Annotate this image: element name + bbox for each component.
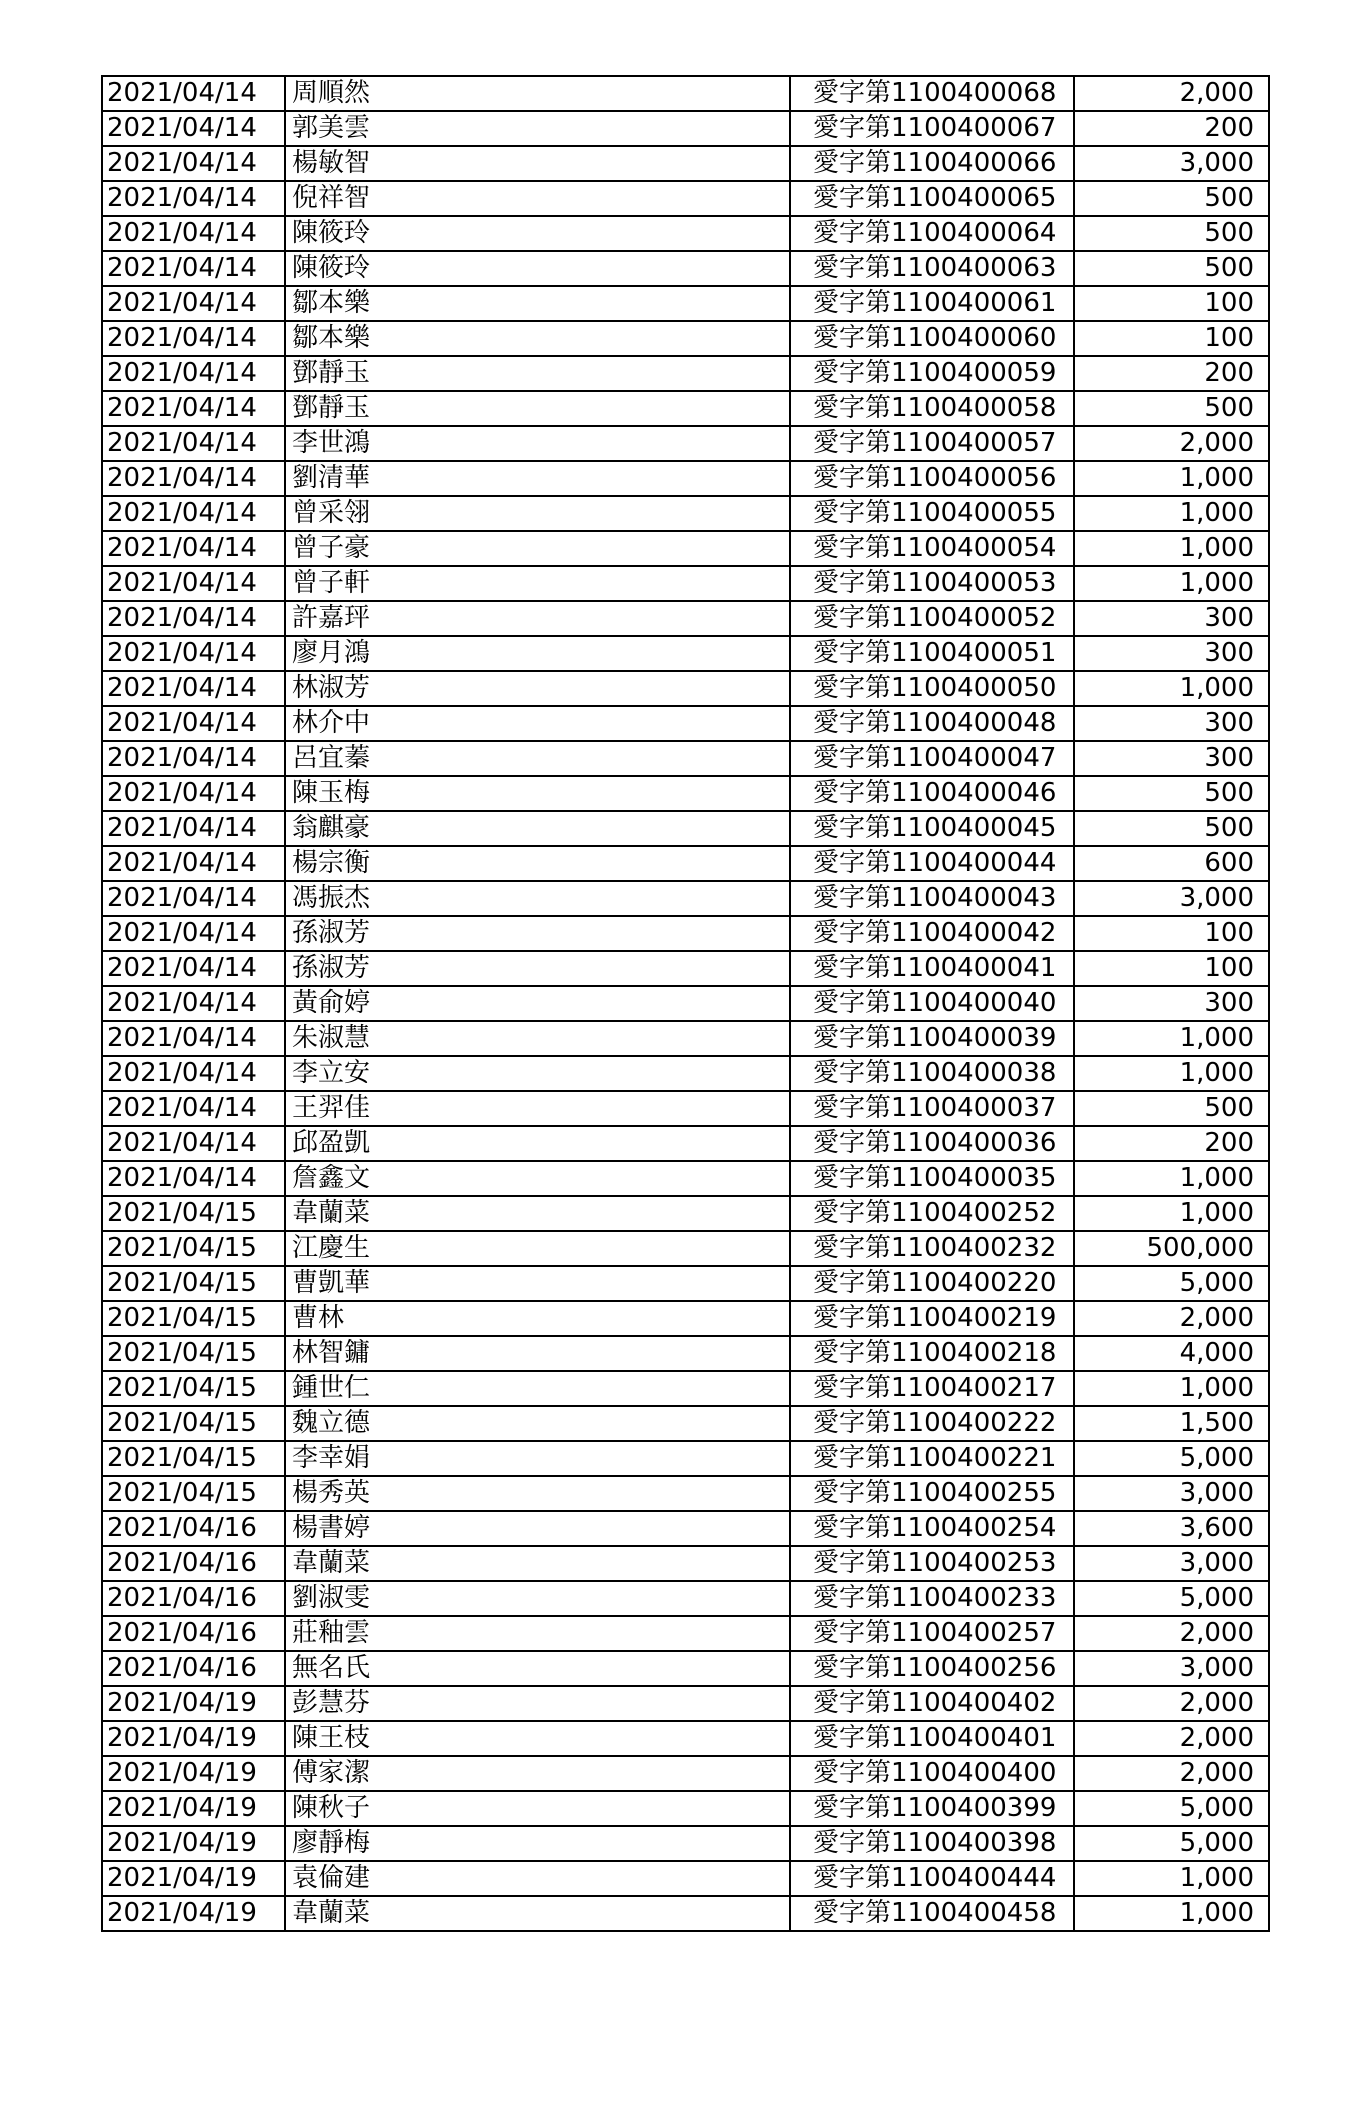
receipt-number-cell: 愛字第1100400256 bbox=[790, 1651, 1074, 1686]
table-row bbox=[102, 321, 1269, 356]
table-row bbox=[102, 1371, 1269, 1406]
amount-cell: 1,000 bbox=[1074, 1161, 1269, 1196]
date-cell: 2021/04/16 bbox=[102, 1546, 285, 1581]
donation-table bbox=[101, 75, 1270, 1932]
donor-name-cell: 鄧靜玉 bbox=[285, 356, 790, 391]
donor-name-cell: 許嘉玶 bbox=[285, 601, 790, 636]
table-row bbox=[102, 1616, 1269, 1651]
date-cell: 2021/04/19 bbox=[102, 1686, 285, 1721]
date-cell: 2021/04/14 bbox=[102, 496, 285, 531]
receipt-number-cell: 愛字第1100400221 bbox=[790, 1441, 1074, 1476]
table-row bbox=[102, 1896, 1269, 1931]
table-row bbox=[102, 111, 1269, 146]
table-row bbox=[102, 216, 1269, 251]
receipt-number-cell: 愛字第1100400398 bbox=[790, 1826, 1074, 1861]
donor-name-cell: 李立安 bbox=[285, 1056, 790, 1091]
donor-name-cell: 鄧靜玉 bbox=[285, 391, 790, 426]
amount-cell: 500 bbox=[1074, 391, 1269, 426]
date-cell: 2021/04/15 bbox=[102, 1301, 285, 1336]
amount-cell: 600 bbox=[1074, 846, 1269, 881]
table-row bbox=[102, 146, 1269, 181]
amount-cell: 300 bbox=[1074, 741, 1269, 776]
date-cell: 2021/04/14 bbox=[102, 426, 285, 461]
amount-cell: 5,000 bbox=[1074, 1266, 1269, 1301]
receipt-number-cell: 愛字第1100400045 bbox=[790, 811, 1074, 846]
amount-cell: 100 bbox=[1074, 321, 1269, 356]
table-row bbox=[102, 636, 1269, 671]
amount-cell: 300 bbox=[1074, 986, 1269, 1021]
date-cell: 2021/04/15 bbox=[102, 1476, 285, 1511]
receipt-number-cell: 愛字第1100400055 bbox=[790, 496, 1074, 531]
date-cell: 2021/04/14 bbox=[102, 216, 285, 251]
date-cell: 2021/04/14 bbox=[102, 1091, 285, 1126]
table-row bbox=[102, 1266, 1269, 1301]
table-row bbox=[102, 846, 1269, 881]
donor-name-cell: 廖靜梅 bbox=[285, 1826, 790, 1861]
date-cell: 2021/04/15 bbox=[102, 1231, 285, 1266]
donor-name-cell: 倪祥智 bbox=[285, 181, 790, 216]
donor-name-cell: 鍾世仁 bbox=[285, 1371, 790, 1406]
date-cell: 2021/04/14 bbox=[102, 356, 285, 391]
donor-name-cell: 詹鑫文 bbox=[285, 1161, 790, 1196]
amount-cell: 3,000 bbox=[1074, 146, 1269, 181]
date-cell: 2021/04/14 bbox=[102, 1126, 285, 1161]
donor-name-cell: 周順然 bbox=[285, 76, 790, 111]
receipt-number-cell: 愛字第1100400057 bbox=[790, 426, 1074, 461]
date-cell: 2021/04/14 bbox=[102, 636, 285, 671]
table-row bbox=[102, 951, 1269, 986]
amount-cell: 500 bbox=[1074, 811, 1269, 846]
amount-cell: 500,000 bbox=[1074, 1231, 1269, 1266]
date-cell: 2021/04/14 bbox=[102, 671, 285, 706]
receipt-number-cell: 愛字第1100400040 bbox=[790, 986, 1074, 1021]
date-cell: 2021/04/14 bbox=[102, 846, 285, 881]
receipt-number-cell: 愛字第1100400054 bbox=[790, 531, 1074, 566]
amount-cell: 1,000 bbox=[1074, 496, 1269, 531]
date-cell: 2021/04/19 bbox=[102, 1756, 285, 1791]
date-cell: 2021/04/14 bbox=[102, 916, 285, 951]
donor-name-cell: 曾采翎 bbox=[285, 496, 790, 531]
date-cell: 2021/04/16 bbox=[102, 1651, 285, 1686]
date-cell: 2021/04/16 bbox=[102, 1581, 285, 1616]
table-row bbox=[102, 1826, 1269, 1861]
amount-cell: 3,000 bbox=[1074, 1546, 1269, 1581]
donor-name-cell: 陳玉梅 bbox=[285, 776, 790, 811]
donor-name-cell: 傅家潔 bbox=[285, 1756, 790, 1791]
date-cell: 2021/04/16 bbox=[102, 1616, 285, 1651]
amount-cell: 2,000 bbox=[1074, 76, 1269, 111]
date-cell: 2021/04/14 bbox=[102, 741, 285, 776]
donor-name-cell: 朱淑慧 bbox=[285, 1021, 790, 1056]
amount-cell: 2,000 bbox=[1074, 1756, 1269, 1791]
table-row bbox=[102, 601, 1269, 636]
table-row bbox=[102, 1441, 1269, 1476]
date-cell: 2021/04/14 bbox=[102, 251, 285, 286]
amount-cell: 500 bbox=[1074, 181, 1269, 216]
date-cell: 2021/04/14 bbox=[102, 1161, 285, 1196]
table-row bbox=[102, 1686, 1269, 1721]
amount-cell: 1,500 bbox=[1074, 1406, 1269, 1441]
receipt-number-cell: 愛字第1100400043 bbox=[790, 881, 1074, 916]
receipt-number-cell: 愛字第1100400068 bbox=[790, 76, 1074, 111]
table-row bbox=[102, 286, 1269, 321]
table-row bbox=[102, 181, 1269, 216]
table-row bbox=[102, 531, 1269, 566]
receipt-number-cell: 愛字第1100400458 bbox=[790, 1896, 1074, 1931]
donor-name-cell: 莊釉雲 bbox=[285, 1616, 790, 1651]
date-cell: 2021/04/15 bbox=[102, 1371, 285, 1406]
table-row bbox=[102, 1546, 1269, 1581]
receipt-number-cell: 愛字第1100400063 bbox=[790, 251, 1074, 286]
receipt-number-cell: 愛字第1100400035 bbox=[790, 1161, 1074, 1196]
table-row bbox=[102, 1721, 1269, 1756]
donor-name-cell: 廖月鴻 bbox=[285, 636, 790, 671]
receipt-number-cell: 愛字第1100400065 bbox=[790, 181, 1074, 216]
table-row bbox=[102, 1511, 1269, 1546]
table-row bbox=[102, 356, 1269, 391]
donor-name-cell: 曾子豪 bbox=[285, 531, 790, 566]
receipt-number-cell: 愛字第1100400038 bbox=[790, 1056, 1074, 1091]
receipt-number-cell: 愛字第1100400064 bbox=[790, 216, 1074, 251]
table-row bbox=[102, 1231, 1269, 1266]
table-row bbox=[102, 881, 1269, 916]
table-row bbox=[102, 986, 1269, 1021]
date-cell: 2021/04/14 bbox=[102, 1021, 285, 1056]
receipt-number-cell: 愛字第1100400037 bbox=[790, 1091, 1074, 1126]
amount-cell: 300 bbox=[1074, 636, 1269, 671]
amount-cell: 500 bbox=[1074, 251, 1269, 286]
donor-name-cell: 楊敏智 bbox=[285, 146, 790, 181]
donor-name-cell: 林介中 bbox=[285, 706, 790, 741]
table-row bbox=[102, 1756, 1269, 1791]
table-row bbox=[102, 1861, 1269, 1896]
donation-table-body bbox=[102, 76, 1269, 1931]
table-row bbox=[102, 1126, 1269, 1161]
receipt-number-cell: 愛字第1100400444 bbox=[790, 1861, 1074, 1896]
donor-name-cell: 馮振杰 bbox=[285, 881, 790, 916]
donor-name-cell: 鄒本樂 bbox=[285, 321, 790, 356]
date-cell: 2021/04/14 bbox=[102, 1056, 285, 1091]
donor-name-cell: 孫淑芳 bbox=[285, 916, 790, 951]
date-cell: 2021/04/14 bbox=[102, 111, 285, 146]
receipt-number-cell: 愛字第1100400051 bbox=[790, 636, 1074, 671]
receipt-number-cell: 愛字第1100400067 bbox=[790, 111, 1074, 146]
receipt-number-cell: 愛字第1100400217 bbox=[790, 1371, 1074, 1406]
amount-cell: 2,000 bbox=[1074, 1721, 1269, 1756]
date-cell: 2021/04/15 bbox=[102, 1406, 285, 1441]
table-row bbox=[102, 1196, 1269, 1231]
donor-name-cell: 劉淑雯 bbox=[285, 1581, 790, 1616]
donor-name-cell: 邱盈凱 bbox=[285, 1126, 790, 1161]
date-cell: 2021/04/14 bbox=[102, 601, 285, 636]
receipt-number-cell: 愛字第1100400233 bbox=[790, 1581, 1074, 1616]
donor-name-cell: 楊書婷 bbox=[285, 1511, 790, 1546]
table-row bbox=[102, 426, 1269, 461]
amount-cell: 1,000 bbox=[1074, 461, 1269, 496]
date-cell: 2021/04/14 bbox=[102, 286, 285, 321]
donor-name-cell: 韋蘭菜 bbox=[285, 1546, 790, 1581]
table-row bbox=[102, 1056, 1269, 1091]
amount-cell: 1,000 bbox=[1074, 1371, 1269, 1406]
amount-cell: 5,000 bbox=[1074, 1826, 1269, 1861]
donor-name-cell: 黃俞婷 bbox=[285, 986, 790, 1021]
table-row bbox=[102, 1091, 1269, 1126]
receipt-number-cell: 愛字第1100400401 bbox=[790, 1721, 1074, 1756]
date-cell: 2021/04/14 bbox=[102, 776, 285, 811]
donor-name-cell: 翁麒豪 bbox=[285, 811, 790, 846]
donor-name-cell: 曹林 bbox=[285, 1301, 790, 1336]
date-cell: 2021/04/14 bbox=[102, 706, 285, 741]
table-row bbox=[102, 916, 1269, 951]
date-cell: 2021/04/19 bbox=[102, 1896, 285, 1931]
donor-name-cell: 袁倫建 bbox=[285, 1861, 790, 1896]
table-row bbox=[102, 1791, 1269, 1826]
table-row bbox=[102, 706, 1269, 741]
receipt-number-cell: 愛字第1100400402 bbox=[790, 1686, 1074, 1721]
date-cell: 2021/04/19 bbox=[102, 1861, 285, 1896]
donor-name-cell: 鄒本樂 bbox=[285, 286, 790, 321]
date-cell: 2021/04/14 bbox=[102, 986, 285, 1021]
table-row bbox=[102, 741, 1269, 776]
donor-name-cell: 無名氏 bbox=[285, 1651, 790, 1686]
amount-cell: 200 bbox=[1074, 111, 1269, 146]
amount-cell: 1,000 bbox=[1074, 531, 1269, 566]
table-row bbox=[102, 1406, 1269, 1441]
date-cell: 2021/04/15 bbox=[102, 1336, 285, 1371]
table-row bbox=[102, 1651, 1269, 1686]
receipt-number-cell: 愛字第1100400044 bbox=[790, 846, 1074, 881]
table-row bbox=[102, 566, 1269, 601]
amount-cell: 300 bbox=[1074, 601, 1269, 636]
amount-cell: 5,000 bbox=[1074, 1581, 1269, 1616]
date-cell: 2021/04/15 bbox=[102, 1266, 285, 1301]
donor-name-cell: 楊宗衡 bbox=[285, 846, 790, 881]
donor-name-cell: 林智鏞 bbox=[285, 1336, 790, 1371]
amount-cell: 2,000 bbox=[1074, 1616, 1269, 1651]
donor-name-cell: 孫淑芳 bbox=[285, 951, 790, 986]
table-row bbox=[102, 1021, 1269, 1056]
date-cell: 2021/04/14 bbox=[102, 531, 285, 566]
receipt-number-cell: 愛字第1100400399 bbox=[790, 1791, 1074, 1826]
receipt-number-cell: 愛字第1100400061 bbox=[790, 286, 1074, 321]
donor-name-cell: 李世鴻 bbox=[285, 426, 790, 461]
table-row bbox=[102, 776, 1269, 811]
table-row bbox=[102, 1301, 1269, 1336]
date-cell: 2021/04/14 bbox=[102, 181, 285, 216]
amount-cell: 5,000 bbox=[1074, 1441, 1269, 1476]
donor-name-cell: 曾子軒 bbox=[285, 566, 790, 601]
amount-cell: 100 bbox=[1074, 916, 1269, 951]
table-row bbox=[102, 811, 1269, 846]
donor-name-cell: 陳王枝 bbox=[285, 1721, 790, 1756]
date-cell: 2021/04/19 bbox=[102, 1791, 285, 1826]
table-row bbox=[102, 461, 1269, 496]
date-cell: 2021/04/15 bbox=[102, 1441, 285, 1476]
date-cell: 2021/04/19 bbox=[102, 1721, 285, 1756]
donor-name-cell: 劉清華 bbox=[285, 461, 790, 496]
date-cell: 2021/04/14 bbox=[102, 461, 285, 496]
table-row bbox=[102, 671, 1269, 706]
table-row bbox=[102, 1161, 1269, 1196]
table-row bbox=[102, 251, 1269, 286]
amount-cell: 500 bbox=[1074, 776, 1269, 811]
receipt-number-cell: 愛字第1100400252 bbox=[790, 1196, 1074, 1231]
donor-name-cell: 江慶生 bbox=[285, 1231, 790, 1266]
amount-cell: 1,000 bbox=[1074, 1896, 1269, 1931]
receipt-number-cell: 愛字第1100400218 bbox=[790, 1336, 1074, 1371]
amount-cell: 200 bbox=[1074, 356, 1269, 391]
date-cell: 2021/04/14 bbox=[102, 881, 285, 916]
amount-cell: 3,600 bbox=[1074, 1511, 1269, 1546]
amount-cell: 200 bbox=[1074, 1126, 1269, 1161]
donor-name-cell: 李幸娟 bbox=[285, 1441, 790, 1476]
amount-cell: 100 bbox=[1074, 286, 1269, 321]
amount-cell: 300 bbox=[1074, 706, 1269, 741]
receipt-number-cell: 愛字第1100400041 bbox=[790, 951, 1074, 986]
receipt-number-cell: 愛字第1100400046 bbox=[790, 776, 1074, 811]
amount-cell: 3,000 bbox=[1074, 1651, 1269, 1686]
receipt-number-cell: 愛字第1100400254 bbox=[790, 1511, 1074, 1546]
receipt-number-cell: 愛字第1100400219 bbox=[790, 1301, 1074, 1336]
receipt-number-cell: 愛字第1100400053 bbox=[790, 566, 1074, 601]
amount-cell: 1,000 bbox=[1074, 566, 1269, 601]
date-cell: 2021/04/15 bbox=[102, 1196, 285, 1231]
receipt-number-cell: 愛字第1100400400 bbox=[790, 1756, 1074, 1791]
date-cell: 2021/04/14 bbox=[102, 321, 285, 356]
date-cell: 2021/04/19 bbox=[102, 1826, 285, 1861]
donor-name-cell: 楊秀英 bbox=[285, 1476, 790, 1511]
donor-name-cell: 郭美雲 bbox=[285, 111, 790, 146]
donor-name-cell: 韋蘭菜 bbox=[285, 1196, 790, 1231]
amount-cell: 1,000 bbox=[1074, 1861, 1269, 1896]
receipt-number-cell: 愛字第1100400047 bbox=[790, 741, 1074, 776]
amount-cell: 1,000 bbox=[1074, 1196, 1269, 1231]
table-row bbox=[102, 1476, 1269, 1511]
date-cell: 2021/04/14 bbox=[102, 566, 285, 601]
donor-name-cell: 陳秋子 bbox=[285, 1791, 790, 1826]
receipt-number-cell: 愛字第1100400253 bbox=[790, 1546, 1074, 1581]
amount-cell: 500 bbox=[1074, 216, 1269, 251]
table-row bbox=[102, 1336, 1269, 1371]
receipt-number-cell: 愛字第1100400042 bbox=[790, 916, 1074, 951]
amount-cell: 2,000 bbox=[1074, 1301, 1269, 1336]
amount-cell: 500 bbox=[1074, 1091, 1269, 1126]
table-row bbox=[102, 76, 1269, 111]
amount-cell: 3,000 bbox=[1074, 1476, 1269, 1511]
donor-name-cell: 王羿佳 bbox=[285, 1091, 790, 1126]
receipt-number-cell: 愛字第1100400066 bbox=[790, 146, 1074, 181]
date-cell: 2021/04/14 bbox=[102, 146, 285, 181]
donor-name-cell: 曹凱華 bbox=[285, 1266, 790, 1301]
donor-name-cell: 魏立德 bbox=[285, 1406, 790, 1441]
amount-cell: 3,000 bbox=[1074, 881, 1269, 916]
amount-cell: 100 bbox=[1074, 951, 1269, 986]
table-row bbox=[102, 391, 1269, 426]
donor-name-cell: 陳筱玲 bbox=[285, 216, 790, 251]
date-cell: 2021/04/14 bbox=[102, 391, 285, 426]
receipt-number-cell: 愛字第1100400222 bbox=[790, 1406, 1074, 1441]
amount-cell: 1,000 bbox=[1074, 1056, 1269, 1091]
amount-cell: 2,000 bbox=[1074, 1686, 1269, 1721]
table-row bbox=[102, 496, 1269, 531]
receipt-number-cell: 愛字第1100400056 bbox=[790, 461, 1074, 496]
receipt-number-cell: 愛字第1100400052 bbox=[790, 601, 1074, 636]
donor-name-cell: 彭慧芬 bbox=[285, 1686, 790, 1721]
receipt-number-cell: 愛字第1100400039 bbox=[790, 1021, 1074, 1056]
donor-name-cell: 韋蘭菜 bbox=[285, 1896, 790, 1931]
donor-name-cell: 呂宜蓁 bbox=[285, 741, 790, 776]
receipt-number-cell: 愛字第1100400220 bbox=[790, 1266, 1074, 1301]
receipt-number-cell: 愛字第1100400060 bbox=[790, 321, 1074, 356]
receipt-number-cell: 愛字第1100400059 bbox=[790, 356, 1074, 391]
donor-name-cell: 陳筱玲 bbox=[285, 251, 790, 286]
amount-cell: 2,000 bbox=[1074, 426, 1269, 461]
receipt-number-cell: 愛字第1100400036 bbox=[790, 1126, 1074, 1161]
amount-cell: 1,000 bbox=[1074, 1021, 1269, 1056]
date-cell: 2021/04/14 bbox=[102, 951, 285, 986]
date-cell: 2021/04/16 bbox=[102, 1511, 285, 1546]
amount-cell: 5,000 bbox=[1074, 1791, 1269, 1826]
receipt-number-cell: 愛字第1100400050 bbox=[790, 671, 1074, 706]
receipt-number-cell: 愛字第1100400058 bbox=[790, 391, 1074, 426]
date-cell: 2021/04/14 bbox=[102, 76, 285, 111]
receipt-number-cell: 愛字第1100400048 bbox=[790, 706, 1074, 741]
receipt-number-cell: 愛字第1100400255 bbox=[790, 1476, 1074, 1511]
amount-cell: 1,000 bbox=[1074, 671, 1269, 706]
date-cell: 2021/04/14 bbox=[102, 811, 285, 846]
receipt-number-cell: 愛字第1100400257 bbox=[790, 1616, 1074, 1651]
amount-cell: 4,000 bbox=[1074, 1336, 1269, 1371]
donor-name-cell: 林淑芳 bbox=[285, 671, 790, 706]
receipt-number-cell: 愛字第1100400232 bbox=[790, 1231, 1074, 1266]
table-row bbox=[102, 1581, 1269, 1616]
